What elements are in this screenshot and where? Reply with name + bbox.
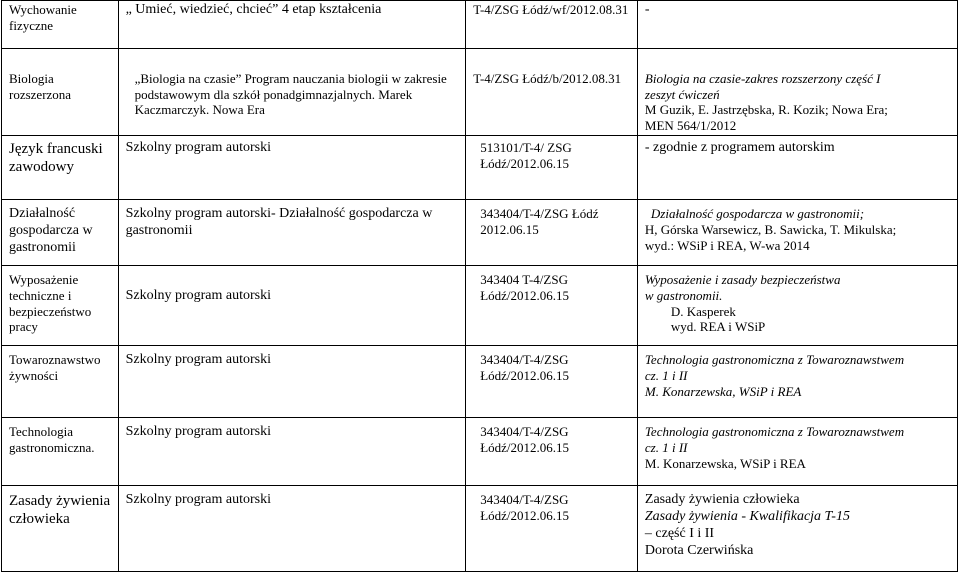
subject-cell bbox=[2, 346, 119, 418]
textbook-line: Dorota Czerwińska bbox=[644, 542, 754, 558]
textbook-line: w gastronomii. bbox=[644, 287, 723, 303]
subject-text: Wyposażenie techniczne i bezpieczeństwo pracy bbox=[9, 272, 92, 335]
number-text: 343404/T-4/ZSG bbox=[480, 352, 569, 368]
textbook-cell bbox=[637, 136, 957, 200]
textbook-line: Technologia gastronomiczna z Towaroznawstwem bbox=[644, 424, 905, 440]
textbook-title bbox=[645, 71, 950, 87]
number-text: 343404 T-4/ZSG bbox=[480, 272, 568, 288]
table-row bbox=[2, 136, 958, 200]
program-text: Szkolny program autorski- Działalność gospodarcza w gastronomii bbox=[125, 206, 433, 239]
subject-cell bbox=[2, 200, 119, 266]
textbook-line: M Guzik, E. Jastrzębska, R. Kozik; Nowa Era; bbox=[644, 102, 888, 118]
subject-text: Zasady żywienia człowieka bbox=[9, 493, 111, 528]
program-cell bbox=[118, 1, 466, 49]
textbook-line: D. Kasperek bbox=[670, 303, 736, 319]
number-text: 343404/T-4/ZSG Łódź bbox=[480, 206, 599, 222]
textbook-line: Technologia gastronomiczna z Towaroznawstwem bbox=[644, 352, 905, 368]
program-cell bbox=[118, 136, 466, 200]
number-cell bbox=[466, 346, 638, 418]
program-text: Szkolny program autorski bbox=[125, 288, 271, 304]
textbook-line: M. Konarzewska, WSiP i REA bbox=[644, 383, 802, 399]
program-cell bbox=[118, 49, 466, 136]
textbook-title-italic: Biologia na czasie bbox=[644, 71, 741, 86]
number-cell bbox=[466, 200, 638, 266]
number-cell bbox=[466, 486, 638, 572]
subject-text: Technologia gastronomiczna. bbox=[9, 424, 95, 455]
subject-cell bbox=[2, 49, 119, 136]
program-text: Biologia na czasie” Program nauczania biologii w zakresie podstawowym dla szkół ponadgimnazjalnych. Marek Kaczmarczyk. Nowa Era bbox=[134, 71, 447, 118]
number-cell bbox=[466, 1, 638, 49]
textbook-cell bbox=[637, 486, 957, 572]
number-text: Łódź/2012.06.15 bbox=[480, 287, 570, 303]
number-text: 2012.06.15 bbox=[480, 221, 539, 237]
table-row bbox=[2, 266, 958, 346]
subject-text: Biologia rozszerzona bbox=[9, 71, 72, 102]
program-text: „ Umieć, wiedzieć, chcieć” 4 etap kształcenia bbox=[125, 2, 382, 17]
table-row bbox=[2, 486, 958, 572]
textbook-line: Wyposażenie i zasady bezpieczeństwa bbox=[644, 272, 841, 288]
textbook-text: - zgodnie z programem autorskim bbox=[644, 140, 835, 156]
subject-text: Wychowanie fizyczne bbox=[9, 2, 77, 33]
program-cell bbox=[118, 266, 466, 346]
program-prefix: „ bbox=[134, 71, 141, 86]
subject-text: Działalność gospodarcza w gastronomii bbox=[9, 206, 93, 255]
program-text: Szkolny program autorski bbox=[125, 352, 271, 368]
table-row bbox=[2, 346, 958, 418]
textbook-title-rest: -zakres rozszerzony część I bbox=[740, 71, 881, 86]
program-cell bbox=[118, 486, 466, 572]
textbook-line: H, Górska Warsewicz, B. Sawicka, T. Mikulska; bbox=[644, 221, 897, 237]
textbook-cell bbox=[637, 49, 957, 136]
number-text: 343404/T-4/ZSG bbox=[480, 492, 569, 508]
textbook-line: wyd. REA i WSiP bbox=[670, 319, 766, 335]
number-text: Łódź/2012.06.15 bbox=[480, 439, 570, 455]
program-text: Szkolny program autorski bbox=[125, 140, 271, 156]
textbook-line: MEN 564/1/2012 bbox=[644, 117, 737, 133]
number-cell bbox=[466, 418, 638, 486]
table-row bbox=[2, 1, 958, 49]
number-cell bbox=[466, 136, 638, 200]
program-cell bbox=[118, 346, 466, 418]
textbook-cell bbox=[637, 418, 957, 486]
textbook-line: – część I i II bbox=[644, 525, 715, 541]
program-cell bbox=[118, 200, 466, 266]
number-text: T-4/ZSG Łódź/b/2012.08.31 bbox=[473, 71, 622, 86]
program-text: Szkolny program autorski bbox=[125, 424, 271, 440]
curriculum-table bbox=[1, 0, 958, 572]
program-cell bbox=[118, 418, 466, 486]
number-text: Łódź/2012.06.15 bbox=[480, 367, 570, 383]
textbook-line: wyd.: WSiP i REA, W-wa 2014 bbox=[644, 237, 810, 253]
number-cell bbox=[466, 266, 638, 346]
textbook-line: cz. 1 i II bbox=[644, 439, 688, 455]
textbook-line: M. Konarzewska, WSiP i REA bbox=[644, 455, 806, 471]
program-text: Szkolny program autorski bbox=[125, 492, 271, 508]
textbook-line: Działalność gospodarcza w gastronomii; bbox=[650, 206, 865, 222]
subject-text: Towaroznawstwo żywności bbox=[9, 352, 101, 383]
number-text: 513101/T-4/ ZSG bbox=[480, 140, 572, 156]
number-cell bbox=[466, 49, 638, 136]
table-row bbox=[2, 418, 958, 486]
subject-cell bbox=[2, 266, 119, 346]
textbook-cell bbox=[637, 200, 957, 266]
number-text: Łódź/2012.06.15 bbox=[480, 155, 570, 171]
subject-cell bbox=[2, 1, 119, 49]
textbook-cell bbox=[637, 346, 957, 418]
table-row bbox=[2, 49, 958, 136]
textbook-line: cz. 1 i II bbox=[644, 367, 688, 383]
table-row bbox=[2, 200, 958, 266]
subject-cell bbox=[2, 136, 119, 200]
number-text: T-4/ZSG Łódź/wf/2012.08.31 bbox=[473, 2, 629, 17]
textbook-cell bbox=[637, 266, 957, 346]
textbook-text: - bbox=[644, 2, 650, 17]
textbook-line: Zasady żywienia - Kwalifikacja T-15 bbox=[644, 509, 850, 525]
number-text: Łódź/2012.06.15 bbox=[480, 507, 570, 523]
textbook-line: Zasady żywienia człowieka bbox=[644, 492, 800, 508]
subject-cell bbox=[2, 418, 119, 486]
number-text: 343404/T-4/ZSG bbox=[480, 424, 569, 440]
textbook-line: zeszyt ćwiczeń bbox=[644, 86, 720, 102]
subject-cell bbox=[2, 486, 119, 572]
textbook-cell bbox=[637, 1, 957, 49]
subject-text: Język francuski zawodowy bbox=[9, 141, 103, 176]
